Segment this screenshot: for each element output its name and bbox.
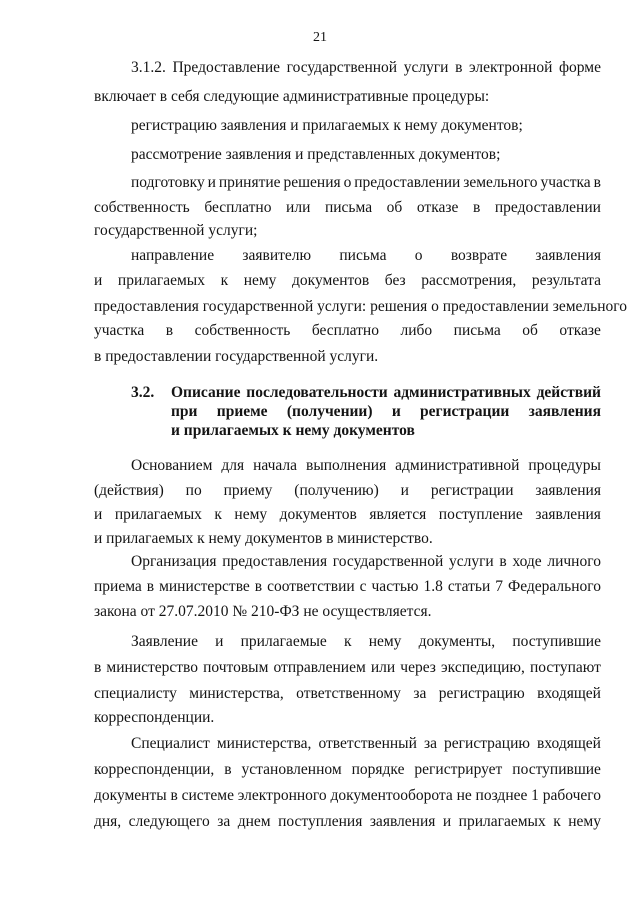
word: статьи [447,578,491,595]
word: письма [453,322,501,339]
word: заявления [535,247,601,264]
word: в [146,578,155,595]
list-item-decision-line-1 [131,173,601,193]
word: входящей [537,685,601,702]
section-312-line-1 [131,58,601,78]
word: действий [536,384,601,401]
para-4-line-3 [94,786,601,806]
word: в [170,787,178,804]
list-item-return-line-4 [94,321,601,341]
word: следующего [128,813,210,830]
para-3-line-2 [94,658,601,678]
word: к [343,633,352,650]
word: с [359,578,367,595]
word: о [343,174,352,191]
word: является [369,506,427,523]
word: заявления [535,506,601,523]
word: заявления [535,482,601,499]
word: нему [234,506,268,523]
word: выполнения [306,457,387,474]
word: и [391,403,401,420]
word: регистрацию [444,735,530,752]
word: регистрирует [414,761,503,778]
word: процедуры [528,457,601,474]
word: отправлением [273,659,366,676]
word: государственной [286,59,398,76]
word: о [414,247,423,264]
list-item-registration: регистрацию заявления и прилагаемых к нему документов; [131,117,523,134]
word: об [386,199,403,216]
word: либо [400,322,433,339]
word: нему [568,813,601,830]
word: регистрации [420,403,510,420]
word: услуги [403,59,449,76]
word: поступившие [512,761,601,778]
para-1-line-2 [94,481,601,501]
word: частью [371,578,419,595]
page-number: 21 [313,30,327,45]
para-4-line-1 [131,734,601,754]
word: 1 [531,787,539,804]
word: электронной [468,59,553,76]
word: электронного [237,787,327,804]
para-3-line-3 [94,684,601,704]
word: за [423,735,437,752]
word: прилагаемые [240,633,327,650]
word: в [165,322,174,339]
word: в [472,199,481,216]
word: отказе [416,199,459,216]
word: министерства, [189,685,284,702]
word: услуги [448,553,494,570]
word: системе [181,787,234,804]
word: подготовку [131,174,205,191]
word: предоставлении [354,174,461,191]
word: Предоставление [172,59,281,76]
word: ходе [512,553,542,570]
word: и [207,174,216,191]
section-32-title-line-1 [171,383,601,403]
word: письма [324,199,373,216]
list-item-return-line-3: предоставления государственной услуги: решения о предоставлении земельного [94,298,627,315]
word: Организация [131,553,217,570]
word: (действия) [94,482,164,499]
word: к [553,813,561,830]
word: форме [559,59,601,76]
word: к [220,272,229,289]
word: для [221,457,245,474]
word: письма [339,247,387,264]
word: министерстве [159,578,250,595]
word: рассмотрения, [421,272,517,289]
word: административной [395,457,520,474]
word: и [94,272,103,289]
word: поступают [529,659,601,676]
word: предоставлении [494,199,601,216]
word: поступления [278,813,363,830]
para-1-line-3 [94,505,601,525]
word: днем [237,813,271,830]
para-2-line-1 [131,552,601,572]
word: не [456,787,472,804]
word: рабочего [542,787,601,804]
word: через [400,659,436,676]
word: и [400,482,409,499]
word: или [286,199,311,216]
para-1-line-4: и прилагаемых к нему документов в министерство. [94,530,433,547]
section-32-number: 3.2. [131,384,155,401]
para-4-line-2 [94,760,601,780]
word: ответственный [318,735,417,752]
word: решения [283,174,341,191]
word: отказе [559,322,601,339]
word: приема [94,578,142,595]
word: документов [279,506,357,523]
word: заявителю [242,247,312,264]
word: регистрации [430,482,514,499]
word: Основанием [131,457,213,474]
word: документооборота [330,787,453,804]
para-3-line-4: корреспонденции. [94,709,215,726]
word: прилагаемых [117,272,205,289]
word: Заявление [131,633,198,650]
word: возврате [450,247,508,264]
word: принятие [218,174,281,191]
word: и [442,813,452,830]
word: (получении) [286,403,373,420]
word: дня, [94,813,122,830]
word: начала [253,457,298,474]
word: Специалист [131,735,210,752]
para-1-line-1 [131,456,601,476]
para-3-line-1 [131,632,601,652]
section-32-title-line-2 [171,402,601,422]
word: порядке [351,761,405,778]
word: поступление [438,506,523,523]
word: результата [531,272,601,289]
word: позднее [475,787,528,804]
word: за [413,685,427,702]
word: ответственному [296,685,401,702]
word: в [499,553,507,570]
word: министерства, [216,735,312,752]
word: личного [547,553,601,570]
word: документы [94,787,167,804]
word: прилагаемых [114,506,202,523]
list-item-return-line-5: в предоставлении государственной услуги. [94,348,379,365]
word: установленном [241,761,342,778]
word: заявления [528,403,601,420]
word: документы, [418,633,496,650]
word: экспедицию, [441,659,525,676]
list-item-review: рассмотрение заявления и представленных документов; [131,146,501,163]
word: или [370,659,396,676]
word: прилагаемых [458,813,546,830]
section-312-line-2: включает в себя следующие административные процедуры: [94,88,490,105]
word: специалисту [94,685,177,702]
word: в [254,578,263,595]
word: и [94,506,103,523]
word: собственность [194,322,291,339]
word: 7 [495,578,503,595]
word: регистрацию [438,685,525,702]
word: нему [243,272,277,289]
para-4-line-4 [94,812,601,832]
word: без [384,272,406,289]
word: государственной [332,553,444,570]
word: и [215,633,224,650]
word: участка [540,174,591,191]
word: входящей [537,735,601,752]
list-item-return-line-1 [131,246,601,266]
word: земельного [463,174,538,191]
para-2-line-2 [94,577,601,597]
word: в [593,174,601,191]
list-item-decision-line-2 [94,198,601,218]
word: (получению) [294,482,379,499]
word: 3.1.2. [131,59,166,76]
word: в [455,59,463,76]
word: поступившие [512,633,601,650]
word: в [94,659,102,676]
word: заявления [369,813,436,830]
word: участка [94,322,145,339]
word: к [214,506,222,523]
word: последовательности [246,384,388,401]
para-2-line-3: закона от 27.07.2010 № 210-ФЗ не осуществляется. [94,603,432,620]
word: нему [368,633,402,650]
word: бесплатно [204,199,272,216]
word: корреспонденции, [94,761,215,778]
word: в [224,761,232,778]
word: направление [131,247,215,264]
word: соответствии [267,578,355,595]
word: министерство [106,659,199,676]
word: при [171,403,198,420]
word: бесплатно [311,322,379,339]
word: приеме [216,403,268,420]
word: административных [393,384,531,401]
word: Федерального [507,578,601,595]
section-32-title-line-3: и прилагаемых к нему документов [171,422,415,439]
word: предоставления [222,553,328,570]
word: по [185,482,202,499]
word: собственность [94,199,190,216]
word: об [522,322,538,339]
list-item-decision-line-3: государственной услуги; [94,222,258,239]
word: за [217,813,231,830]
word: Описание [171,384,241,401]
word: почтовым [203,659,269,676]
word: документов [292,272,370,289]
word: 1.8 [423,578,443,595]
word: приему [223,482,273,499]
list-item-return-line-2 [94,271,601,291]
